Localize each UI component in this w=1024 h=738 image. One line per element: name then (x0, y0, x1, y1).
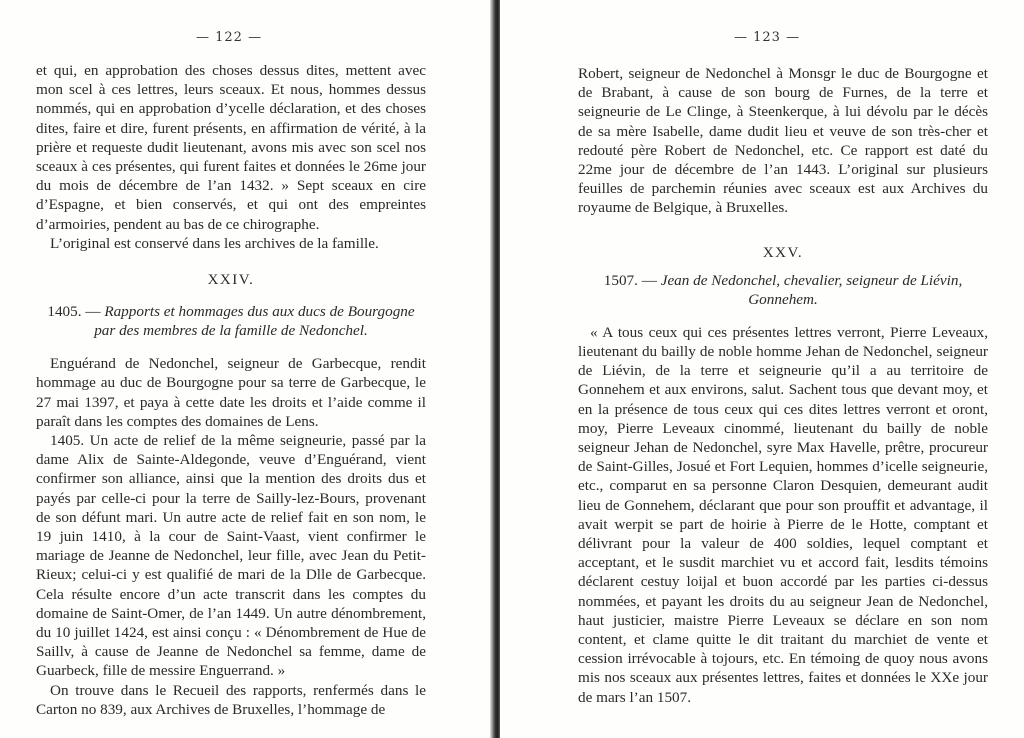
section-heading-xxv: XXV. (762, 244, 804, 261)
left-text-block (36, 61, 426, 719)
section-year-xxv: 1507. — (603, 271, 657, 289)
right-paragraph-1: Robert, seigneur de Nedonchel à Monsgr le duc de Bourgogne et de Brabant, à cause de son bourg de Furnes, de la terre et seigneurie de Le Clinge, à Steenkerque, à lui dévolu par le décès de sa mère Isabelle, dame dudit lieu et veuve de son très-cher et redouté père Robert de Nedonchel, etc. Ce rapport est daté du 22me jour de décembre de l’an 1443. L’original sur plusieurs feuilles de parchemin réunies avec sceaux est aux Archives du royaume de Belgique, à Bruxelles. (578, 65, 988, 217)
right-text-block (578, 64, 988, 707)
right-paragraph-2: « A tous ceux qui ces présentes lettres verront, Pierre Leveaux, lieutenant du bailly de noble homme Jehan de Nedonchel, seigneur de Liévin, de la terre et seigneurie qu’il a au territoire de Gonnehem et aux environs, salut. Sachent tous que devant moy, et en la présence de tous ceux qui ces dites lettres verront et oront, moy, Pierre Leveaux cinommé, lieutenant du bailly de noble seigneur Jehan de Nedonchel, syre Max Havelle, prêtre, procureur de Saint-Gilles, Josué et Fort Lequien, hommes d’icelle seigneurie, etc., comparut en sa personne Claron Desquien, demeurant audit lieu de Gonnehem, déclarant que pour son prouffit et advantage, il avait werpit se part de hoirie à Pierre de le Hotte, comptant et délivrant pour la valeur de 400 soldies, lequel comptant et acceptant, et le susdit marchiet vu et accord fait, lesdits témoins déclarent cestuy loijal et buon accordé par les parties ci-dessus nommées, et payant les droits du au seigneur Jean de Nedonchel, haut justicier, maistre Pierre Leveaux se déclare en son nom content, et clame quitte le dit traitant du marchiet de vente et cession irrévocable à tojours, etc. En témoing de quoy nous avons mis nos sceaux aux présentes lettres, faites et données le XXe jour de mars l’an 1507. (578, 323, 988, 706)
left-paragraph-3: Enguérand de Nedonchel, seigneur de Garbecque, rendit hommage au duc de Bourgogne pour sa terre de Garbecque, le 27 mai 1397, et paya à cette date les droits et l’aide comme il paraît dans les comptes des domaines de Lens. (36, 355, 426, 430)
section-year-xxiv: 1405. — (47, 303, 101, 321)
right-page (500, 0, 1024, 738)
left-page (0, 0, 494, 738)
left-paragraph-4: 1405. Un acte de relief de la même seigneurie, passé par la dame Alix de Sainte-Aldegonde, veuve d’Enguérand, vient confirmer son alliance, ainsi que la mention des droits dus et payés par celle-ci pour la terre de Sailly-lez-Bours, provenant de son défunt mari. Un autre acte de relief fait en son nom, le 19 juin 1410, à la cour de Saint-Vaast, vient confirmer le mariage de Jeanne de Nedonchel, leur fille, avec Jean du Petit-Rieux; celui-ci y est qualifié de mari de la Dlle de Garbecque. Cela résulte encore d’un acte transcrit dans les comptes du domaine de Saint-Omer, de l’an 1449. Un autre dénombrement, du 10 juillet 1424, est ainsi conçu : « Dénombrement de Hue de Saillv, à cause de Jeanne de Nedonchel sa femme, dame de Guarbeck, fille de messire Enguerrand. » (36, 432, 426, 680)
section-title-xxv (578, 271, 988, 309)
left-paragraph-5: On trouve dans le Recueil des rapports, renfermés dans le Carton no 839, aux Archives de Bruxelles, l’hommage de (36, 681, 426, 718)
section-title-xxiv (36, 302, 426, 340)
left-paragraph-2: L’original est conservé dans les archives de la famille. (50, 234, 379, 252)
section-heading-xxiv: XXIV. (207, 272, 255, 289)
left-paragraph-1: et qui, en approbation des choses dessus dites, mettent avec mon scel à ces lettres, leurs sceaux. Et nous, hommes dessus nommés, qui en approbation d’ycelle déclaration, et des choses dites, faire et dire, furent présents, en affirmation de vérité, à la prière et requeste dudit lieutenant, avons mis avec son scel nos sceaux à ces présentes, qui furent faites et données le 26me jour du mois de décembre de l’an 1432. » Sept sceaux en cire d’Espagne, et bien conservés, et qui ont des empreintes d’armoiries, pendent au bas de ce chirographe. (36, 62, 426, 233)
page-number-right: — 123 — (734, 30, 801, 45)
section-title-text-xxv: Jean de Nedonchel, chevalier, seigneur de Liévin, Gonnehem. (660, 271, 963, 308)
section-title-text-xxiv: Rapports et hommages dus aux ducs de Bourgogne par des membres de la famille de Nedonchel. (94, 303, 415, 340)
page-number-left: — 122 — (196, 30, 263, 45)
